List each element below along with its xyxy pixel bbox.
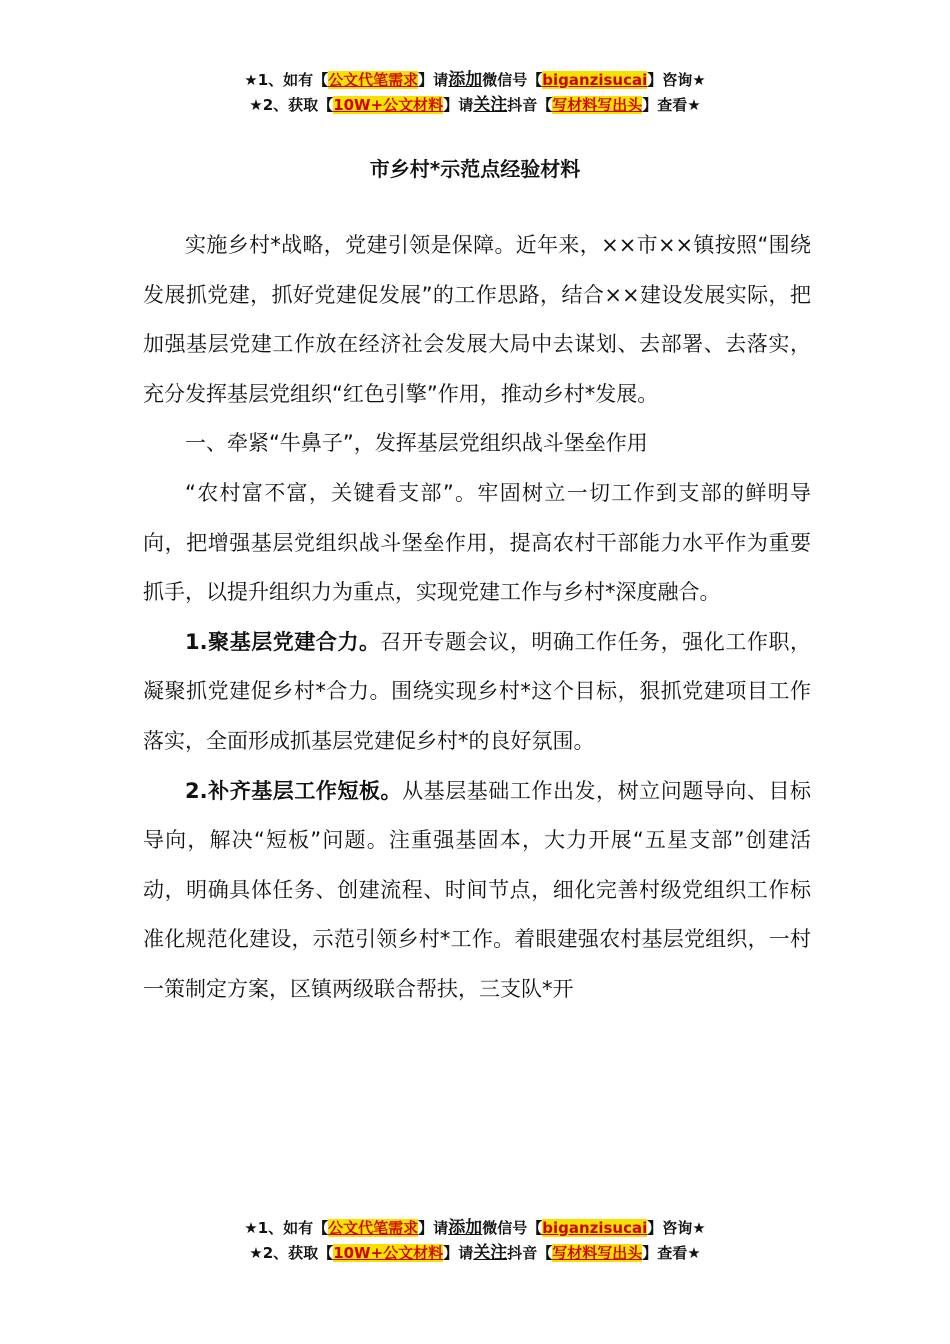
promo-highlight: biganzisucai (542, 71, 648, 89)
document-title: 市乡村*示范点经验材料 (369, 157, 581, 181)
promo-highlight: 10W+公文材料 (333, 1244, 444, 1262)
promo-text: 】咨询★ (647, 1219, 706, 1237)
promo-highlight: biganzisucai (542, 1219, 648, 1237)
paragraph-text: 一、牵紧“牛鼻子”，发挥基层党组织战斗堡垒作用 (185, 431, 648, 456)
promo-text: 微信号【 (482, 1219, 543, 1237)
promo-highlight: 写材料写出头 (552, 1244, 643, 1262)
promo-text: 抖音【 (507, 96, 553, 114)
promo-text: ★1、如有【 (244, 71, 329, 89)
promo-highlight: 10W+公文材料 (333, 96, 444, 114)
paragraph (143, 618, 811, 767)
promo-emphasis: 关注 (473, 1243, 508, 1263)
section-heading (143, 419, 811, 469)
paragraph (143, 221, 811, 419)
promo-banner-top (0, 68, 950, 118)
paragraph-text: 从基层基础工作出发，树立问题导向、目标导向，解决“短板”问题。注重强基固本，大力开展“五星支部”创建活动，明确具体任务、创建流程、时间节点，细化完善村级党组织工作标准化规范化建设，示范引领乡村*工作。着眼建强农村基层党组织，一村一策制定方案，区镇两级联合帮扶，三支队*开 (143, 778, 811, 1001)
paragraph-text: 召开专题会议，明确工作任务，强化工作职，凝聚抓党建促乡村*合力。围绕实现乡村*这个目标，狠抓党建项目工作落实，全面形成抓基层党建促乡村*的良好氛围。 (143, 629, 811, 753)
promo-highlight: 写材料写出头 (552, 96, 643, 114)
promo-line-1 (0, 68, 950, 93)
promo-banner-bottom (0, 1216, 950, 1266)
promo-text: 抖音【 (507, 1244, 553, 1262)
promo-line-2 (0, 93, 950, 118)
promo-emphasis: 添加 (448, 70, 483, 90)
promo-text: ★2、获取【 (249, 96, 334, 114)
promo-line-1 (0, 1216, 950, 1241)
promo-text: 】请 (443, 96, 474, 114)
promo-text: 】查看★ (642, 96, 701, 114)
promo-highlight: 公文代笔需求 (328, 71, 419, 89)
promo-emphasis: 关注 (473, 95, 508, 115)
paragraph-text: 实施乡村*战略，党建引领是保障。近年来，××市××镇按照“围绕发展抓党建，抓好党建促发展”的工作思路，结合××建设发展实际，把加强基层党建工作放在经济社会发展大局中去谋划、去部署、去落实，充分发挥基层党组织“红色引擎”作用，推动乡村*发展。 (143, 233, 811, 406)
paragraph (143, 767, 811, 1015)
promo-text: ★2、获取【 (249, 1244, 334, 1262)
paragraph (143, 469, 811, 618)
promo-text: 微信号【 (482, 71, 543, 89)
promo-text: 】请 (443, 1244, 474, 1262)
promo-emphasis: 添加 (448, 1218, 483, 1238)
promo-line-2 (0, 1241, 950, 1266)
promo-text: 】请 (418, 71, 449, 89)
promo-text: 】咨询★ (647, 71, 706, 89)
promo-text: 】查看★ (642, 1244, 701, 1262)
promo-text: 】请 (418, 1219, 449, 1237)
paragraph-lead: 2.补齐基层工作短板。 (185, 778, 403, 803)
document-body (143, 221, 811, 1015)
paragraph-text: “农村富不富，关键看支部”。牢固树立一切工作到支部的鲜明导向，把增强基层党组织战斗堡垒作用，提高农村干部能力水平作为重要抓手，以提升组织力为重点，实现党建工作与乡村*深度融合。 (143, 480, 811, 605)
paragraph-lead: 1.聚基层党建合力。 (185, 629, 381, 654)
promo-highlight: 公文代笔需求 (328, 1219, 419, 1237)
promo-text: ★1、如有【 (244, 1219, 329, 1237)
